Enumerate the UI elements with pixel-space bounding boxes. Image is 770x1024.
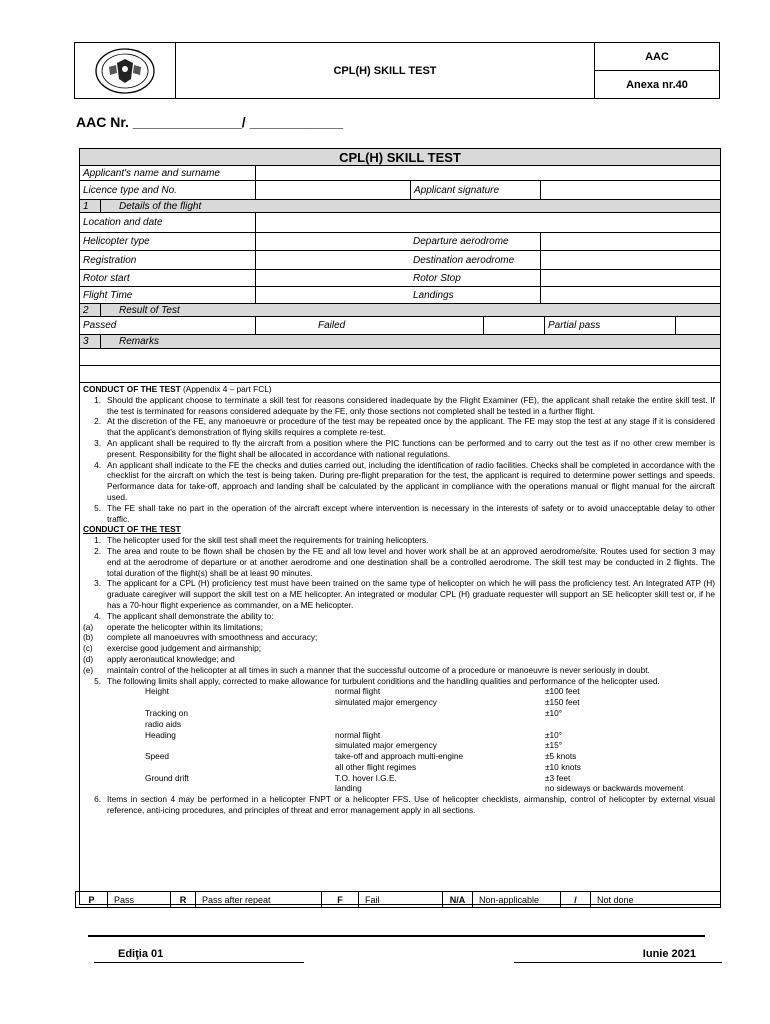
list-item: 1. Should the applicant choose to terminate a skill test for reasons considered inadequate by the Flight Examiner (FE), the applicant shall retake the entire skill test. If the test is terminated for reasons considered adequate by the FE, only those sections not completed shall be tested in a further flight.	[94, 394, 715, 416]
form-title: CPL(H) SKILL TEST	[339, 149, 461, 165]
list-item: (b) complete all manoeuvres with smoothness and accuracy;	[83, 632, 318, 643]
grading-legend	[75, 891, 721, 908]
conduct-list-2	[83, 535, 715, 621]
licence-label: Licence type and No.	[83, 184, 177, 196]
limit-row: Tracking on radio aids ±10°	[145, 707, 563, 729]
list-item: 5. The FE shall take no part in the operation of the aircraft except where intervention is necessary in the interests of safety or to avoid unacceptable delay to other traffic.	[94, 502, 715, 524]
helicopter-type-label: Helicopter type	[83, 236, 150, 247]
list-item: 5. The following limits shall apply, corrected to make allowance for turbulent conditions and the handling qualities and performance of the helicopter used.	[94, 675, 660, 686]
remarks-line-2[interactable]	[80, 366, 720, 383]
flight-time-label: Flight Time	[83, 289, 133, 301]
licence-field[interactable]	[255, 181, 410, 199]
section-2-label: Result of Test	[100, 304, 180, 316]
departure-field[interactable]	[540, 233, 720, 250]
limit-row: all other flight regimes ±10 knots	[335, 761, 581, 772]
landings-label: Landings	[413, 289, 454, 301]
header-title: CPL(H) SKILL TEST	[176, 43, 595, 98]
limit-row: landing no sideways or backwards movement	[335, 783, 684, 794]
limit-row: Speed take-off and approach multi-engine ±5 knots	[145, 751, 577, 762]
departure-label: Departure aerodrome	[413, 236, 509, 247]
signature-field[interactable]	[540, 181, 660, 199]
section-1-label: Details of the flight	[100, 200, 201, 212]
partial-pass-field[interactable]	[675, 317, 720, 334]
form-title-row	[80, 149, 720, 166]
legend-p-text: Pass	[108, 892, 171, 907]
rotor-stop-field[interactable]	[540, 270, 720, 286]
location-field[interactable]	[255, 213, 720, 232]
registration-field[interactable]	[255, 251, 410, 269]
legend-r-key: R	[171, 892, 196, 907]
limit-row: Height normal flight ±100 feet	[145, 686, 580, 697]
legend-slash-text: Not done	[597, 894, 634, 905]
legend-r-text: Pass after repeat	[196, 892, 322, 907]
list-item: (e) maintain control of the helicopter at all times in such a manner that the successful outcome of a procedure or manoeuvre is never seriously in doubt.	[83, 664, 650, 675]
legend-p-key: P	[76, 892, 108, 907]
flight-time-field[interactable]	[255, 287, 410, 303]
rotor-start-field[interactable]	[255, 270, 410, 286]
conduct-title-1: CONDUCT OF THE TEST	[83, 384, 181, 394]
header-org: AAC	[595, 43, 719, 71]
section-1-number: 1	[83, 200, 89, 212]
limit-row: Ground drift T.O. hover I.G.E. ±3 feet	[145, 772, 571, 783]
list-item: (a) operate the helicopter within its limitations;	[83, 621, 263, 632]
limits-table	[83, 686, 715, 794]
conduct-title-2: CONDUCT OF THE TEST	[83, 524, 181, 535]
remarks-line-1[interactable]	[80, 349, 720, 366]
section-3-number: 3	[83, 336, 89, 347]
list-item: 2. The area and route to be flown shall be chosen by the FE and all low level and hover work shall be at an approved aerodrome/site. Routes used for section 3 may end at the aerodrome of departure or at another aerodrome and one destination shall be a controlled aerodrome. The skill test may be conducted in 2 flights. The total duration of the flight(s) shall be at least 90 minutes.	[94, 545, 715, 578]
footer-date: Iunie 2021	[514, 948, 722, 963]
skill-test-form	[79, 148, 721, 905]
list-item: 2. At the discretion of the FE, any manoeuvre or procedure of the test may be repeated once by the applicant. The FE may stop the test at any stage if it is considered that the applicant's demonstration of flying skills requires a complete re-test.	[94, 416, 715, 438]
legend-f-key: F	[322, 892, 359, 907]
list-item: 4. An applicant shall indicate to the FE the checks and duties carried out, including the identification of radio facilities. Checks shall be completed in accordance with the checklist for the aircraft on which the test is being taken. During pre-flight preparation for the test, the applicant is required to determine power settings and speeds. Performance data for take-off, approach and landing shall be calculated by the applicant in compliance with the operations manual or flight manual for the aircraft used.	[94, 459, 715, 502]
list-item: (d) apply aeronautical knowledge; and	[83, 653, 235, 664]
conduct-title-ref: (Appendix 4 – part FCL)	[180, 384, 272, 394]
destination-field[interactable]	[540, 251, 720, 269]
signature-label: Applicant signature	[410, 181, 540, 199]
applicant-name-field[interactable]	[255, 166, 720, 180]
legend-f-text: Fail	[359, 892, 443, 907]
passed-field[interactable]	[255, 317, 310, 334]
applicant-name-label: Applicant's name and surname	[83, 167, 220, 179]
list-item: 3. The applicant for a CPL (H) proficiency test must have been trained on the same type of helicopter on which he will pass the proficiency test. An Integrated ATP (H) graduate caregiver will support the skill test on a ME helicopter. An integrated or modular CPL (H) graduate requester will support an SE helicopter skill test or, if he has a 70-hour flight experience as commander, on a ME helicopter.	[94, 578, 715, 610]
conduct-of-test	[83, 384, 715, 816]
destination-label: Destination aerodrome	[413, 254, 515, 266]
aac-seal-icon	[94, 47, 156, 95]
rotor-stop-label: Rotor Stop	[413, 272, 461, 284]
limit-row: simulated major emergency ±150 feet	[335, 697, 580, 708]
list-item: 6. Items in section 4 may be performed in a helicopter FNPT or a helicopter FFS. Use of helicopter checklists, airmanship, control of helicopter by external visual reference, anti-icing procedures, and principles of threat and error management apply in all sections.	[94, 794, 715, 816]
section-2-number: 2	[83, 304, 89, 316]
helicopter-type-field[interactable]	[255, 233, 410, 250]
rotor-start-label: Rotor start	[83, 272, 130, 284]
limit-row: Heading normal flight ±10°	[145, 729, 563, 740]
abilities-list	[83, 622, 715, 676]
footer-rule	[88, 935, 705, 937]
footer-edition: Ediţia 01	[94, 948, 304, 963]
passed-label: Passed	[83, 320, 117, 331]
list-item: 3. An applicant shall be required to fly the aircraft from a position where the PIC functions can be performed and to carry out the test as if no other crew member is present. Responsibility for the flight shall be allocated in accordance with national regulations.	[94, 437, 715, 459]
legend-slash-key: /	[561, 892, 591, 907]
conduct-list-1	[83, 395, 715, 525]
list-item: 4. The applicant shall demonstrate the ability to:	[94, 610, 274, 621]
header-annex: Anexa nr.40	[626, 78, 688, 91]
registration-label: Registration	[83, 254, 137, 266]
list-item: (c) exercise good judgement and airmanship;	[83, 643, 262, 654]
landings-field[interactable]	[540, 287, 720, 303]
location-label: Location and date	[83, 217, 163, 228]
section-3-label: Remarks	[100, 335, 159, 348]
aac-number-field[interactable]: AAC Nr. ______________/ ____________	[76, 114, 344, 130]
list-item: 1. The helicopter used for the skill test shall meet the requirements for training helicopters.	[94, 535, 429, 546]
failed-field[interactable]	[483, 317, 538, 334]
legend-na-key: N/A	[443, 892, 473, 907]
failed-label: Failed	[318, 320, 346, 331]
aac-logo	[75, 43, 176, 98]
partial-pass-label: Partial pass	[544, 317, 674, 334]
legend-na-text: Non-applicable	[473, 892, 561, 907]
document-header	[74, 42, 720, 99]
limit-row: simulated major emergency ±15°	[335, 740, 563, 751]
